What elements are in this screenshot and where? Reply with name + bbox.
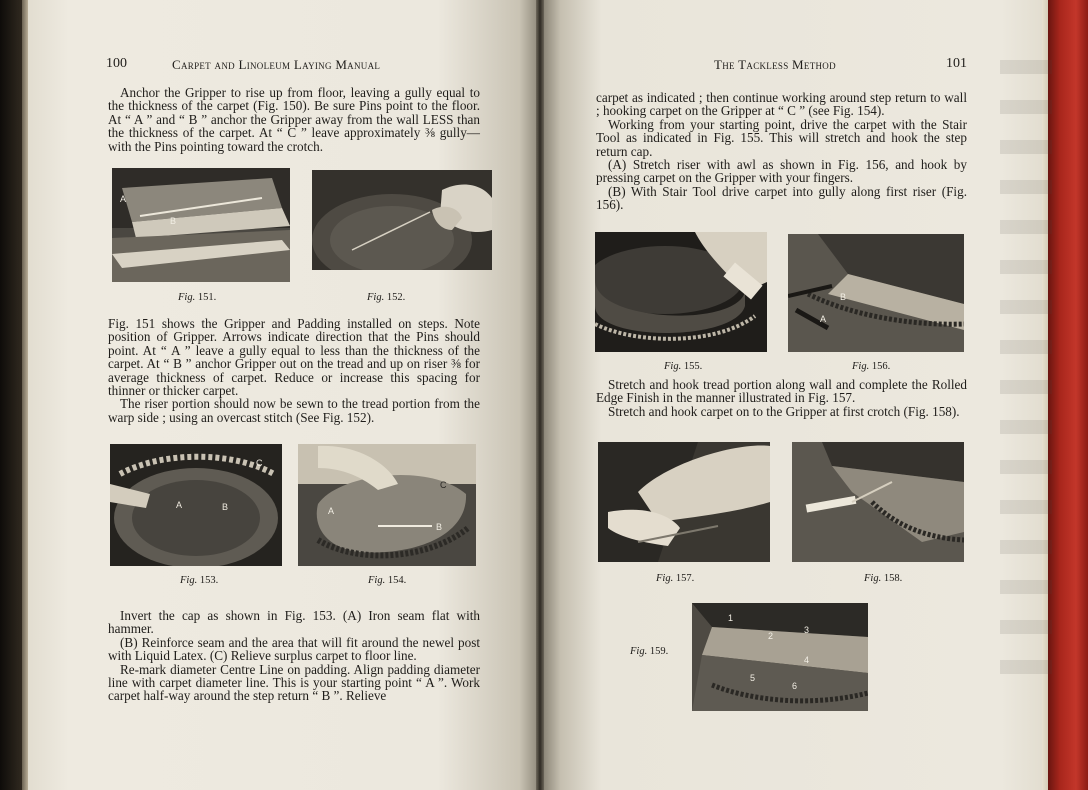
caption-number: 156. xyxy=(871,361,891,372)
caption-number: 152. xyxy=(386,292,406,303)
svg-text:5: 5 xyxy=(750,673,756,683)
figure-158-photo xyxy=(792,442,964,562)
figure-156-caption xyxy=(852,361,890,372)
caption-number: 151. xyxy=(197,292,217,303)
paragraph: Invert the cap as shown in Fig. 153. (A) Iron seam flat with hammer. xyxy=(108,608,480,637)
figure-159-caption xyxy=(630,646,668,657)
caption-label: Fig. xyxy=(367,292,385,303)
page-edge-left xyxy=(22,0,28,790)
caption-number: 158. xyxy=(883,573,903,584)
figure-153-caption xyxy=(180,575,218,586)
page-number-left: 100 xyxy=(106,56,127,71)
right-text-block-2 xyxy=(596,378,967,418)
caption-number: 155. xyxy=(683,361,703,372)
figure-159-photo xyxy=(692,603,868,711)
paragraph: (A) Stretch riser with awl as shown in Fig. 156, and hook by pressing carpet on the Gripper with your fingers. xyxy=(596,157,967,186)
figure-156-photo xyxy=(788,234,964,352)
caption-label: Fig. xyxy=(180,575,198,586)
left-text-block-1 xyxy=(108,86,480,153)
svg-text:6: 6 xyxy=(792,681,798,691)
svg-text:A: A xyxy=(820,314,827,324)
svg-text:A: A xyxy=(176,500,183,510)
caption-number: 154. xyxy=(387,575,407,586)
paragraph: Stretch and hook carpet on to the Gripper at first crotch (Fig. 158). xyxy=(608,403,960,419)
svg-text:B: B xyxy=(170,216,177,226)
svg-text:C: C xyxy=(256,458,263,468)
running-head-right: The Tackless Method xyxy=(714,57,836,72)
svg-text:A: A xyxy=(120,194,127,204)
caption-label: Fig. xyxy=(630,646,648,657)
figure-153-photo xyxy=(110,444,282,566)
caption-number: 153. xyxy=(199,575,219,586)
paragraph: Stretch and hook tread portion along wall and complete the Rolled Edge Finish in the manner illustrated in Fig. 157. xyxy=(596,377,967,406)
paragraph: Anchor the Gripper to rise up from floor, leaving a gully equal to the thickness of the carpet (Fig. 150). Be sure Pins point to the floor. At “ A ” and “ B ” anchor the Gripper away from the wall LESS than the thickness of the carpet. At “ C ” leave approximately ⅜ gully—with the Pins pointing toward the crotch. xyxy=(108,85,480,154)
figure-151-photo xyxy=(112,168,290,282)
svg-text:C: C xyxy=(440,480,447,490)
caption-label: Fig. xyxy=(664,361,682,372)
svg-text:B: B xyxy=(222,502,229,512)
running-head-left: Carpet and Linoleum Laying Manual xyxy=(172,57,381,72)
caption-label: Fig. xyxy=(864,573,882,584)
caption-label: Fig. xyxy=(852,361,870,372)
book-cover-right xyxy=(1048,0,1088,790)
paragraph: Working from your starting point, drive the carpet with the Stair Tool as indicated in Fig. 155. This will stretch and hook the step return cap. xyxy=(596,116,967,159)
paragraph: Fig. 151 shows the Gripper and Padding installed on steps. Note position of Gripper. Arrows indicate direction that the Pins should point. At “ A ” leave a gully equal to less than the thickness of the carpet. At “ B ” anchor Gripper out on the tread and up on riser ⅜ for average thickness of carpet. Reduce or increase this spacing for thinner or thicker carpet. xyxy=(108,316,480,399)
page-number-right: 101 xyxy=(946,56,967,71)
svg-text:2: 2 xyxy=(768,631,774,641)
figure-157-caption xyxy=(656,573,694,584)
caption-label: Fig. xyxy=(178,292,196,303)
svg-text:A: A xyxy=(328,506,335,516)
paragraph: (B) With Stair Tool drive carpet into gully along first riser (Fig. 156). xyxy=(596,183,967,213)
figure-158-caption xyxy=(864,573,902,584)
svg-text:1: 1 xyxy=(728,613,734,623)
figure-154-photo xyxy=(298,444,476,566)
figure-152-caption xyxy=(367,292,405,303)
caption-number: 159. xyxy=(649,646,669,657)
caption-number: 157. xyxy=(675,573,695,584)
figure-155-caption xyxy=(664,361,702,372)
caption-label: Fig. xyxy=(368,575,386,586)
figure-154-caption xyxy=(368,575,406,586)
figure-152-photo xyxy=(312,170,492,270)
svg-text:B: B xyxy=(436,522,443,532)
caption-label: Fig. xyxy=(656,573,674,584)
svg-text:3: 3 xyxy=(804,625,810,635)
right-text-block-1 xyxy=(596,91,967,212)
paragraph: (B) Reinforce seam and the area that will fit around the newel post with Liquid Latex. (C) Relieve surplus carpet to floor line. xyxy=(108,634,480,664)
book-gutter xyxy=(536,0,544,790)
paragraph: carpet as indicated ; then continue working around step return to wall ; hooking carpet on the Gripper at “ C ” (see Fig. 154). xyxy=(596,90,967,119)
paragraph: Re-mark diameter Centre Line on padding. Align padding diameter line with carpet diameter line. This is your starting point “ A ”. Work carpet half-way around the step return “ B ”. Relieve xyxy=(108,661,480,704)
show-through-ghost xyxy=(1000,60,1052,700)
figure-151-caption xyxy=(178,292,216,303)
svg-text:B: B xyxy=(840,292,847,302)
figure-155-photo xyxy=(595,232,767,352)
svg-text:4: 4 xyxy=(804,655,810,665)
paragraph: The riser portion should now be sewn to the tread portion from the warp side ; using an overcast stitch (See Fig. 152). xyxy=(108,396,480,425)
figure-157-photo xyxy=(598,442,770,562)
left-text-block-2 xyxy=(108,317,480,424)
left-text-block-3 xyxy=(108,609,480,703)
